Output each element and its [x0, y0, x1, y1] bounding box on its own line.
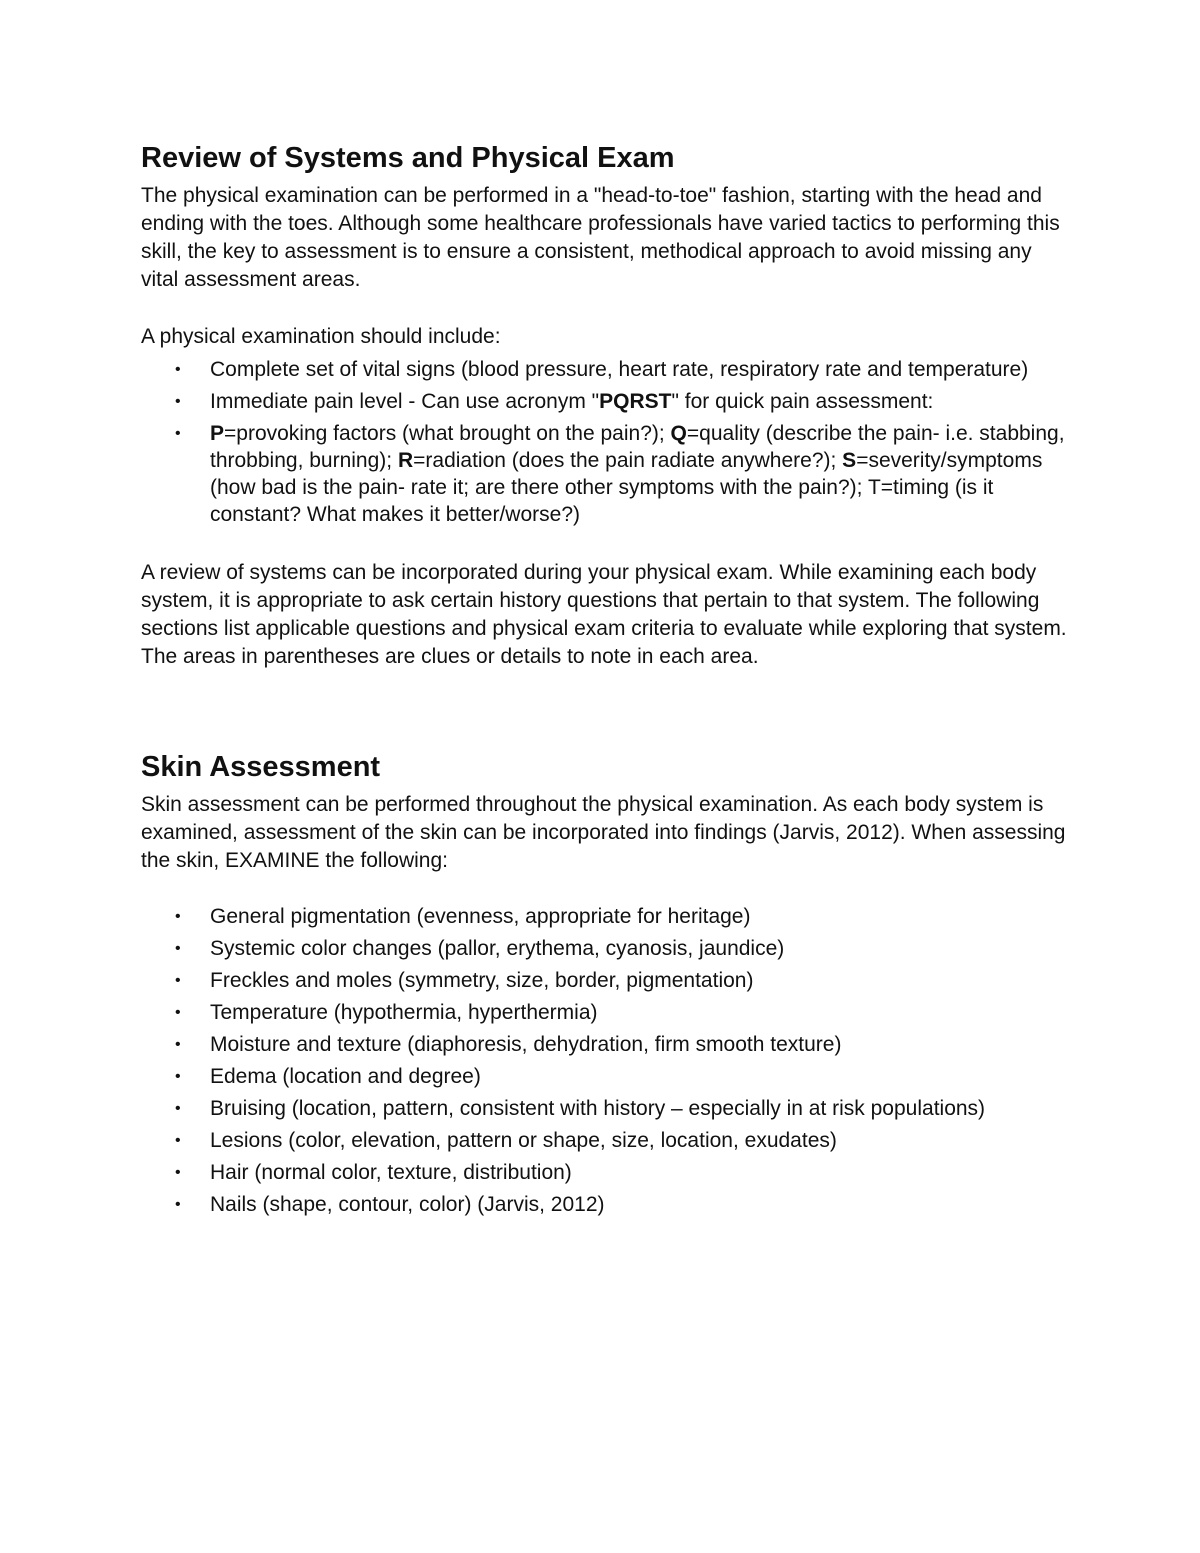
physical-exam-list — [141, 356, 1071, 528]
list-item-pqrst — [141, 420, 1071, 528]
skin-intro-paragraph: Skin assessment can be performed throughout the physical examination. As each body system is examined, assessment of the skin can be incorporated into findings (Jarvis, 2012). When assessing the skin, EXAMINE the following: — [141, 793, 1066, 872]
bullet-icon: • — [175, 393, 181, 410]
pqrst-key-s: S — [842, 449, 857, 472]
pqrst-text-s: =severity/symptoms (how bad is the pain- rate it; are there other symptoms with the pain?); T=timing (is it constant? What makes it better/worse?) — [210, 449, 1043, 526]
intro-paragraph: The physical examination can be performed in a "head-to-toe" fashion, starting with the head and ending with the toes. Although some healthcare professionals have varied tactics to performing this skill, the key to assessment is to ensure a consistent, methodical approach to avoid missing any vital assessment areas. — [141, 184, 1060, 291]
list-item-text: Lesions (color, elevation, pattern or shape, size, location, exudates) — [210, 1129, 837, 1152]
pqrst-text-r: =radiation (does the pain radiate anywhere?); — [413, 449, 843, 472]
bullet-icon: • — [175, 1004, 181, 1021]
bullet-icon: • — [175, 1100, 181, 1117]
list-item-text: Freckles and moles (symmetry, size, border, pigmentation) — [210, 969, 754, 992]
bullet-icon: • — [175, 1164, 181, 1181]
pain-text-pre: Immediate pain level - Can use acronym " — [210, 390, 600, 413]
pqrst-text-q: =quality (describe the pain- i.e. stabbing, throbbing, burning); — [210, 422, 1065, 472]
list-item-text: Systemic color changes (pallor, erythema, cyanosis, jaundice) — [210, 937, 785, 960]
pqrst-acronym: PQRST — [599, 390, 672, 413]
list-item — [141, 1063, 1071, 1090]
bullet-icon: • — [175, 1068, 181, 1085]
list-item-text: Hair (normal color, texture, distribution) — [210, 1161, 572, 1184]
section-title-review-of-systems: Review of Systems and Physical Exam — [141, 142, 675, 174]
skin-assessment-list — [141, 903, 1071, 1218]
bullet-icon: • — [175, 908, 181, 925]
list-item-text: Moisture and texture (diaphoresis, dehydration, firm smooth texture) — [210, 1033, 842, 1056]
bullet-icon: • — [175, 425, 181, 442]
list-item — [141, 1191, 1071, 1218]
list-item-text: Nails (shape, contour, color) (Jarvis, 2012) — [210, 1193, 605, 1216]
list-item-pain — [141, 388, 1071, 415]
bullet-icon: • — [175, 940, 181, 957]
list-item-vitals — [141, 356, 1071, 383]
list-item-text: General pigmentation (evenness, appropriate for heritage) — [210, 905, 751, 928]
include-lead: A physical examination should include: — [141, 325, 501, 348]
pqrst-text-p: =provoking factors (what brought on the pain?); — [224, 422, 671, 445]
bullet-icon: • — [175, 1036, 181, 1053]
list-item — [141, 903, 1071, 930]
pqrst-key-p: P — [210, 422, 225, 445]
list-item-text: Temperature (hypothermia, hyperthermia) — [210, 1001, 598, 1024]
list-item — [141, 1159, 1071, 1186]
review-paragraph: A review of systems can be incorporated during your physical exam. While examining each body system, it is appropriate to ask certain history questions that pertain to that system. The following sections list applicable questions and physical exam criteria to evaluate while exploring that system. The areas in parentheses are clues or details to note in each area. — [141, 561, 1067, 668]
list-item-text: Complete set of vital signs (blood pressure, heart rate, respiratory rate and temperature) — [210, 358, 1029, 381]
list-item — [141, 1127, 1071, 1154]
list-item — [141, 967, 1071, 994]
pqrst-key-q: Q — [670, 422, 687, 445]
section-title-skin-assessment: Skin Assessment — [141, 751, 381, 783]
document-page — [141, 138, 1071, 1223]
bullet-icon: • — [175, 1196, 181, 1213]
list-item — [141, 1031, 1071, 1058]
list-item — [141, 1095, 1071, 1122]
list-item-text: Edema (location and degree) — [210, 1065, 481, 1088]
pqrst-key-r: R — [397, 449, 414, 472]
list-item — [141, 999, 1071, 1026]
bullet-icon: • — [175, 1132, 181, 1149]
list-item-text: Bruising (location, pattern, consistent with history – especially in at risk populations) — [210, 1097, 986, 1120]
bullet-icon: • — [175, 972, 181, 989]
bullet-icon: • — [175, 361, 181, 378]
pain-text-post: " for quick pain assessment: — [671, 390, 934, 413]
list-item — [141, 935, 1071, 962]
